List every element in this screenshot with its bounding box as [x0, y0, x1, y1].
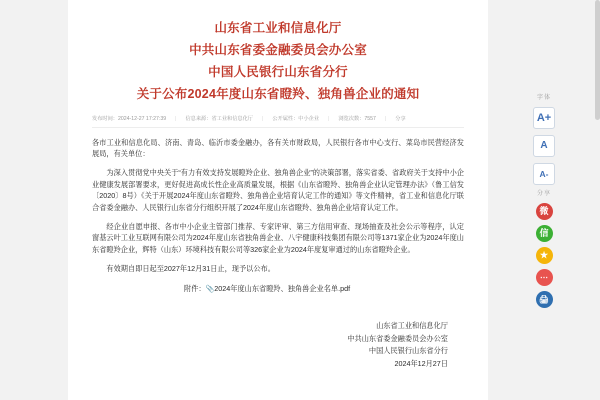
font-rail-label: 字体	[536, 95, 551, 101]
title-line-3: 中国人民银行山东省分行	[208, 64, 348, 79]
share-rail-label: 分享	[536, 191, 551, 197]
document-meta	[92, 116, 464, 128]
document-body	[92, 137, 464, 275]
paragraph-4: 有效期自即日起至2027年12月31日止，现予以公布。	[106, 263, 275, 273]
signoff-date: 2024年12月27日	[394, 359, 448, 369]
meta-security	[272, 116, 319, 122]
title-line-1: 山东省工业和信息化厅	[214, 21, 342, 35]
print-button[interactable]: 🖨	[536, 291, 553, 308]
share-wechat-button[interactable]: 信	[536, 225, 553, 242]
document-signoff	[92, 320, 464, 370]
meta-reads	[338, 116, 376, 122]
meta-publish-time	[92, 116, 166, 122]
scrollbar-thumb[interactable]	[595, 0, 600, 120]
title-line-4: 关于公布2024年度山东省瞪羚、独角兽企业的通知	[136, 86, 420, 101]
font-size-rail	[488, 92, 600, 191]
attachment-label: 附件：	[184, 284, 206, 294]
font-size-small[interactable]: A-	[533, 163, 555, 185]
scrollbar[interactable]	[595, 0, 600, 400]
attachment-link[interactable]: 2024年度山东省瞪羚、独角兽企业名单.pdf	[214, 284, 351, 294]
font-size-medium[interactable]: A	[533, 135, 555, 157]
signoff-line-2: 中共山东省委金融委员会办公室	[347, 333, 448, 343]
share-qq-button[interactable]: ★	[536, 247, 553, 264]
meta-security-value: 中小企业	[298, 115, 320, 122]
share-weibo-button[interactable]: 微	[536, 203, 553, 220]
meta-security-label: 公开属性：	[272, 115, 299, 122]
meta-publish-label: 发布时间：	[92, 115, 118, 122]
meta-divider-3: |	[328, 115, 330, 122]
document-sheet	[68, 0, 488, 400]
page-title	[92, 18, 464, 106]
font-size-large[interactable]: A+	[533, 107, 555, 129]
attachment-row	[92, 284, 464, 294]
share-more-button[interactable]: ⋯	[536, 269, 553, 286]
meta-source-value: 省工业和信息化厅	[211, 115, 253, 122]
meta-divider-2: |	[261, 115, 264, 122]
share-buttons	[488, 203, 600, 308]
share-rail	[488, 188, 600, 308]
meta-source-label: 信息来源：	[185, 115, 212, 122]
title-line-2: 中共山东省委金融委员会办公室	[189, 42, 367, 57]
meta-share-label[interactable]: 分享	[395, 115, 406, 122]
meta-reads-label: 浏览次数：	[338, 115, 365, 122]
meta-reads-value: 7557	[364, 115, 376, 122]
meta-publish-value: 2024-12-27 17:27:39	[117, 115, 167, 122]
paperclip-icon: 📎	[205, 286, 215, 294]
signoff-line-1: 山东省工业和信息化厅	[376, 321, 448, 331]
paragraph-1: 各市工业和信息化局、济南、青岛、临沂市委金融办，各有关市财政局，人民银行各市中心支行、菜岛市民营经济发展局，有关单位：	[92, 137, 464, 159]
meta-source	[185, 116, 252, 122]
signoff-line-3: 中国人民银行山东省分行	[368, 346, 448, 356]
paragraph-2: 为深入贯彻党中央关于“有力有效支持发展瞪羚企业、独角兽企业”的决策部署，落实省委、省政府关于支持中小企业健康发展部署要求，更好促进高成长性企业高质量发展，根据《山东省瞪羚、独角兽企业认定管理办法》（鲁工信发〔2020〕8号）《关于开展2024年度山东省瞪羚、独角兽企业培育认定工作的通知》等文件精神，省工业和信息化厅联合省委金融办、人民银行山东省分行组织开展了2024年度山东省瞪羚、独角兽企业培育认定工作。	[92, 168, 464, 213]
paragraph-3: 经企业自愿申报、各市中小企业主管部门推荐、专家评审、第三方信用审查、现场抽查及社会公示等程序，认定窗基云叶工业互联网有限公司为2024年度山东省独角兽企业、八宇健康科技集团有限公司等1371家企业为2024年度山东省瞪羚企业，辉特（山东）环境科技有限公司等326家企业为2024年度复审通过的山东省瞪羚企业。	[92, 221, 464, 254]
meta-divider-4: |	[384, 115, 387, 122]
meta-divider-1: |	[175, 115, 177, 122]
